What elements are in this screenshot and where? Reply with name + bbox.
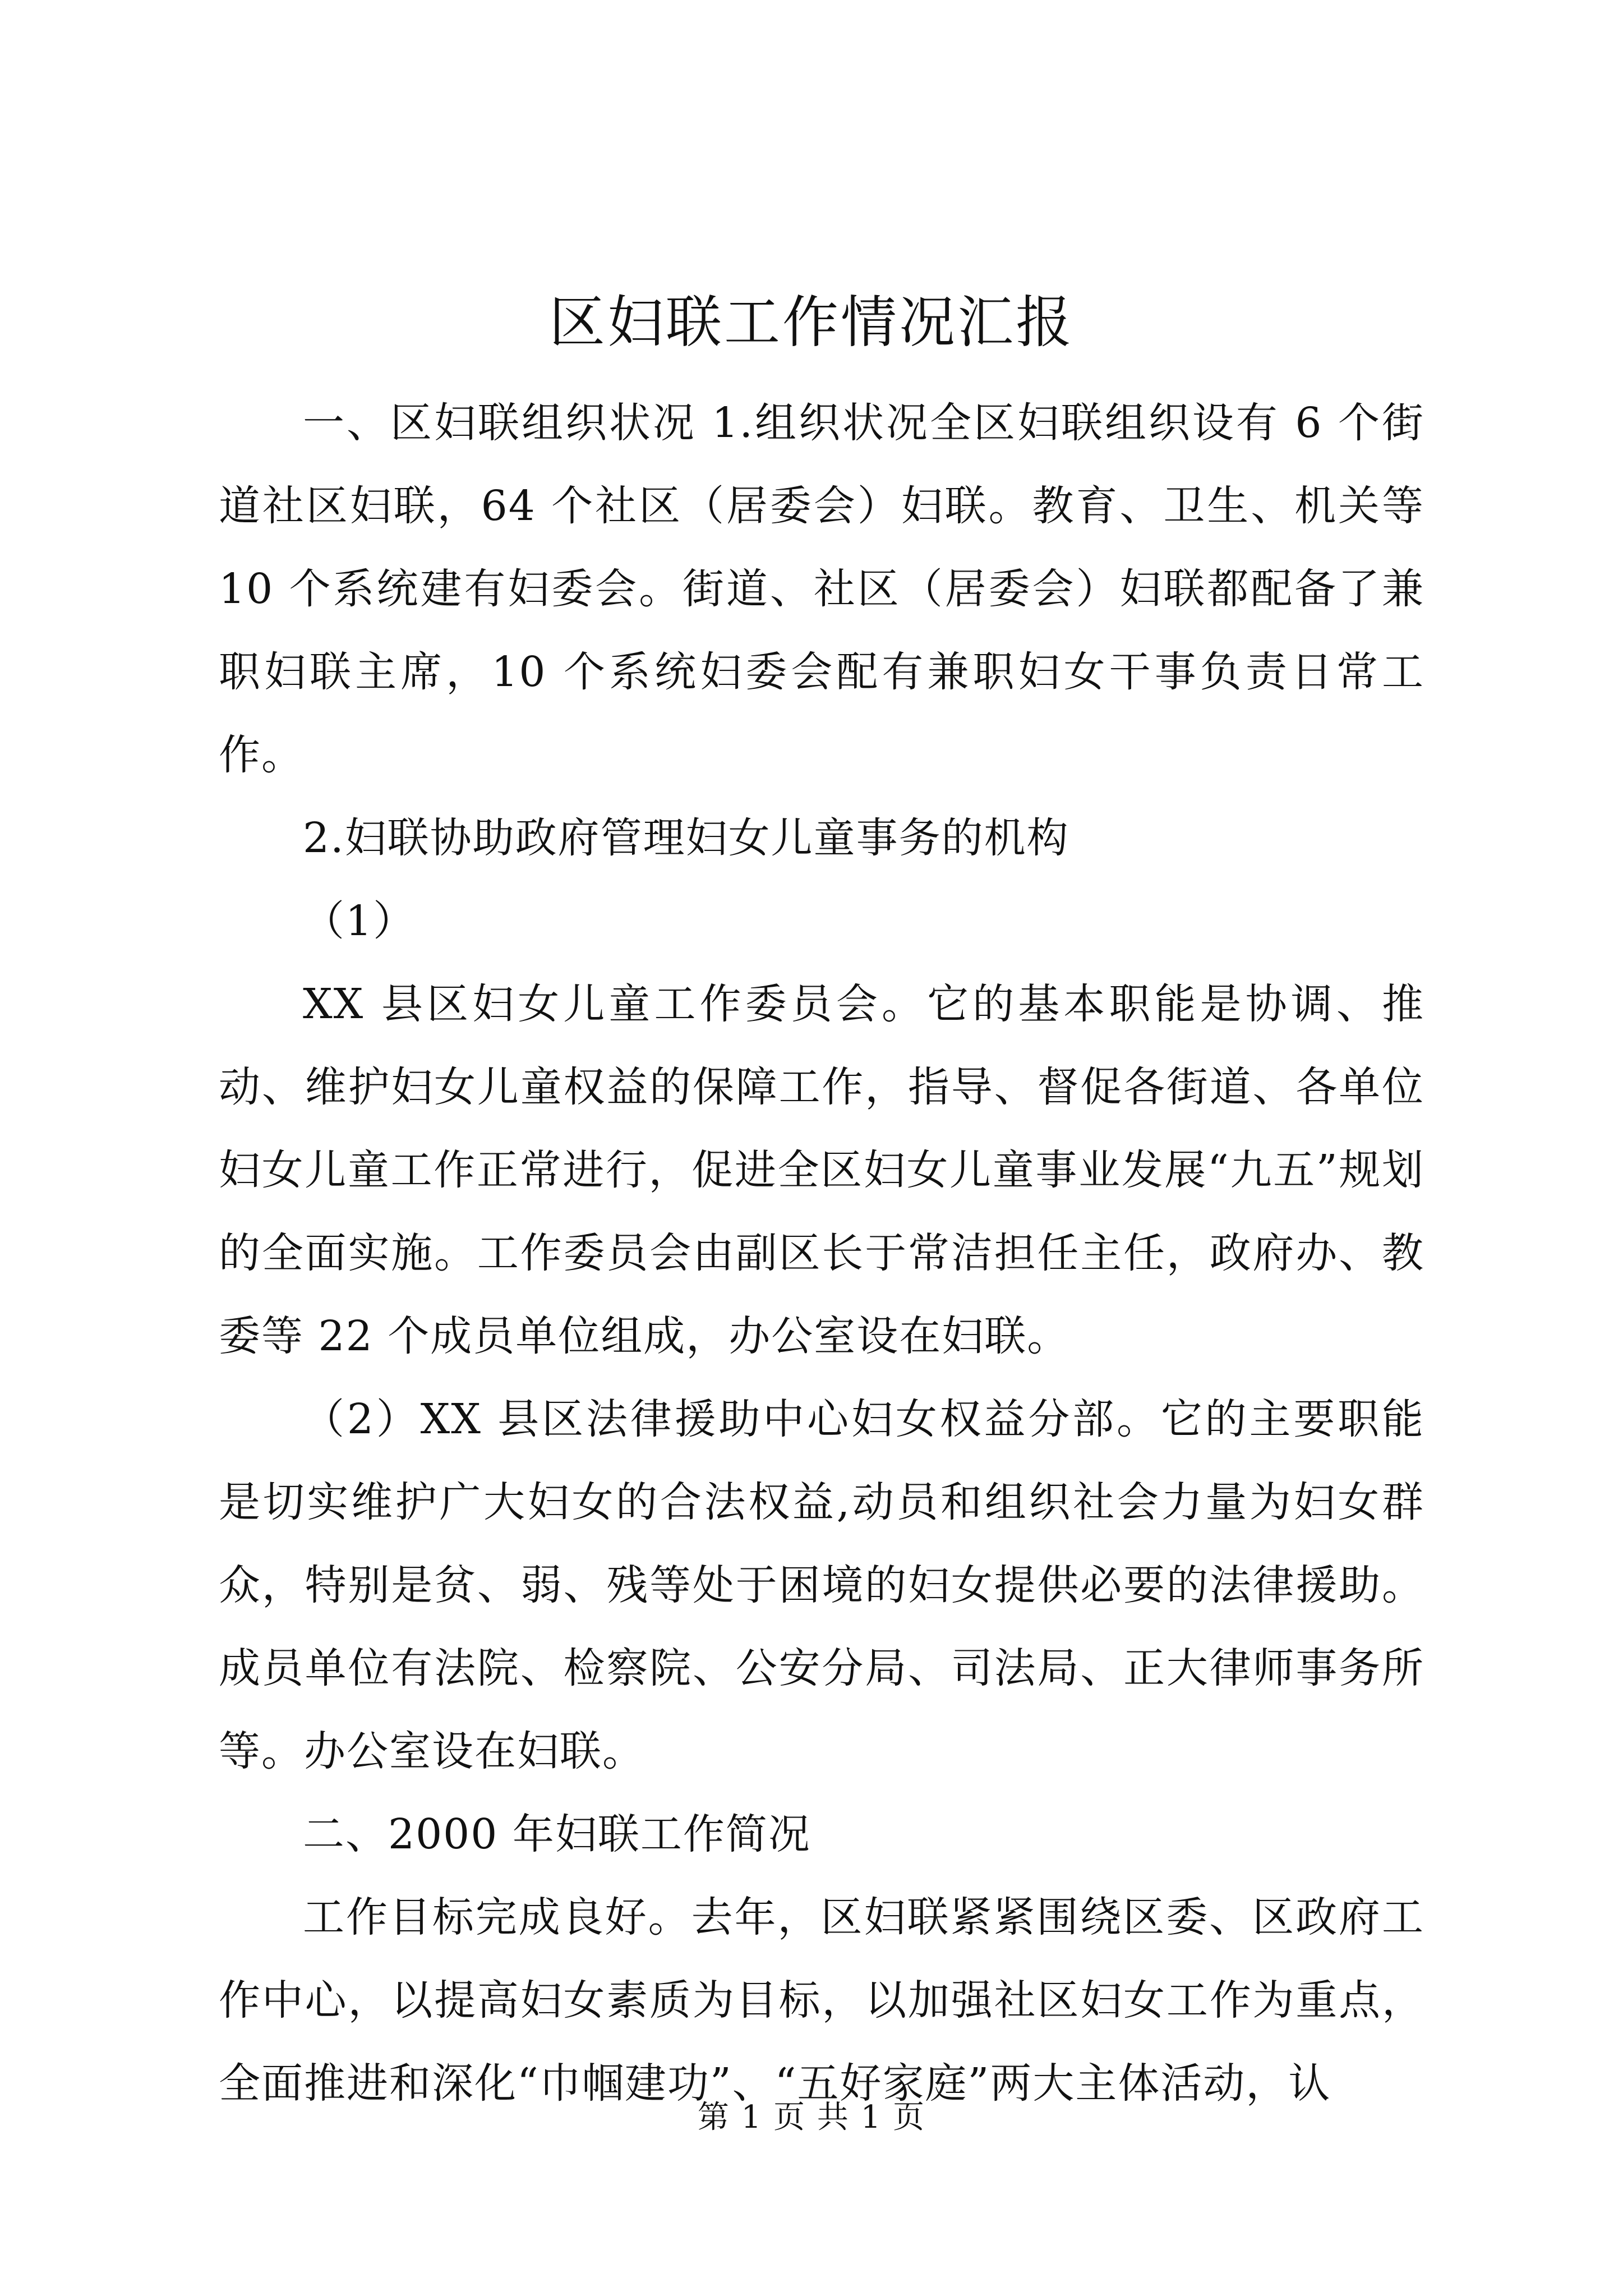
paragraph-women-children-committee: XX 县区妇女儿童工作委员会。它的基本职能是协调、推动、维护妇女儿童权益的保障工作，指导、督促各街道、各单位妇女儿童工作正常进行，促进全区妇女儿童事业发展“九五”规划的全面实施。工作委员会由副区长于常洁担任主任，政府办、教委等 22 个成员单位组成，办公室设在妇联。 [219,980,1424,1360]
paragraph-agencies-heading: 2.妇联协助政府管理妇女儿童事务的机构 [303,814,1069,862]
paragraph-legal-aid-branch: （2）XX 县区法律援助中心妇女权益分部。它的主要职能是切实维护广大妇女的合法权益,动员和组织社会力量为妇女群众，特别是贫、弱、残等处于困境的妇女提供必要的法律援助。成员单位有法院、检察院、公安分局、司法局、正大律师事务所等。办公室设在妇联。 [219,1395,1424,1775]
paragraph-work-goals: 工作目标完成良好。去年，区妇联紧紧围绕区委、区政府工作中心，以提高妇女素质为目标，以加强社区妇女工作为重点，全面推进和深化“巾帼建功”、“五好家庭”两大主体活动，认 [219,1893,1424,2108]
document-body [219,381,1424,2125]
paragraph-section-2-heading: 二、2000 年妇联工作简况 [303,1810,811,1858]
paragraph-org-status: 一、区妇联组织状况 1.组织状况全区妇联组织设有 6 个街道社区妇联，64 个社区（居委会）妇联。教育、卫生、机关等 10 个系统建有妇委会。街道、社区（居委会）妇联都配备了兼职妇联主席，10 个系统妇委会配有兼职妇女干事负责日常工作。 [219,399,1424,779]
document-title: 区妇联工作情况汇报 [549,289,1074,355]
page-footer: 第 1 页 共 1 页 [697,2099,926,2136]
paragraph-item-1-marker: （1） [303,897,416,945]
